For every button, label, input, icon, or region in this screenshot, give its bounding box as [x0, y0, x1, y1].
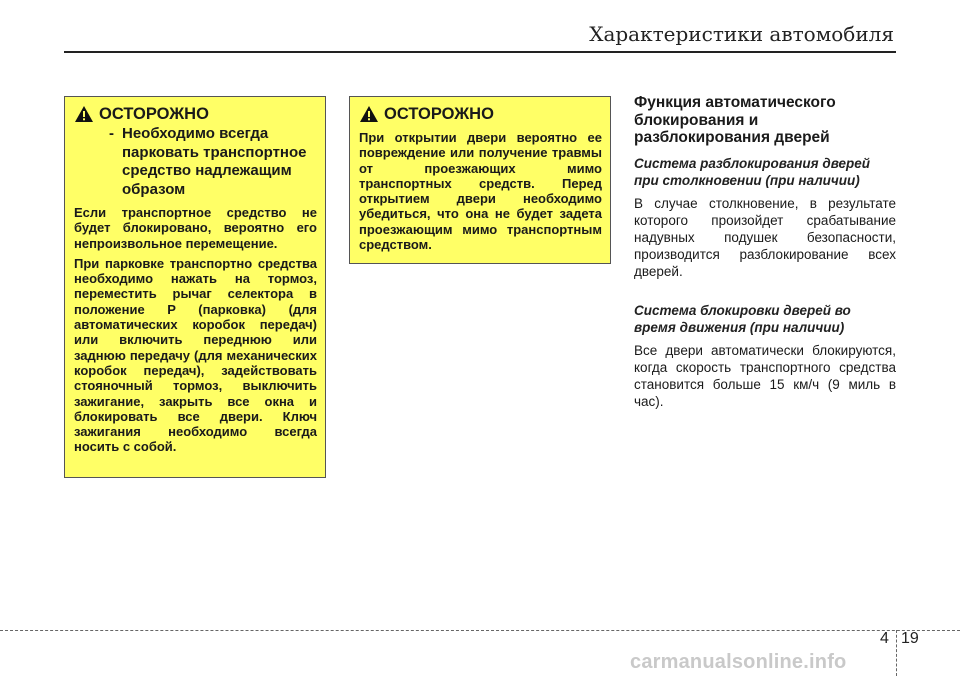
warning-header [74, 105, 317, 123]
warning-title: ОСТОРОЖНО [99, 105, 209, 123]
warning-box-parking [64, 96, 326, 478]
page-number: 19 [901, 630, 919, 647]
footer-page-divider [896, 630, 897, 676]
chapter-number: 4 [880, 630, 889, 647]
footer-dashed-line [0, 630, 960, 631]
warning-triangle-icon [359, 105, 379, 123]
subheading-dash: - [109, 125, 114, 142]
warning-paragraph-2: При парковке транспортно средства необходимо нажать на тормоз, переместить рычаг селектора в положение P (парковка) (для автоматических коробок передач) или включить переднюю или заднюю передачу (для механических коробок передач), задействовать стояночный тормоз, выключить зажигание, закрыть все окна и блокировать все двери. Ключ зажигания необходимо всегда носить с собой. [74, 255, 317, 455]
subheading-text: Необходимо всегда парковать транспортное средство надлежащим образом [122, 125, 307, 198]
warning-paragraph: При открытии двери вероятно ее повреждение или получение травмы от проезжающих мимо транспортных средств. Перед открытием двери необходимо убедиться, что она не будет задета проезжающим мимо транспортным средством. [359, 130, 602, 253]
warning-box-door-opening [349, 96, 611, 264]
warning-subheading [74, 125, 317, 199]
subsection-text-crash-unlock: В случае столкновение, в результате которого произойдет срабатывание надувных подушек безопасности, производится разблокирование всех дверей. [634, 195, 896, 279]
auto-lock-section [634, 94, 896, 432]
header-divider [64, 51, 896, 53]
warning-header [359, 105, 602, 123]
warning-title: ОСТОРОЖНО [384, 105, 494, 123]
watermark: carmanualsonline.info [630, 651, 847, 673]
subsection-text-speed-lock: Все двери автоматически блокируются, когда скорость транспортного средства становится больше 15 км/ч (9 миль в час). [634, 342, 896, 409]
subsection-heading-crash-unlock: Система разблокирования дверей при столкновении (при наличии) [634, 155, 871, 188]
subsection-heading-speed-lock: Система блокировки дверей во время движения (при наличии) [634, 302, 851, 335]
page-header-title: Характеристики автомобиля [589, 22, 894, 46]
warning-paragraph-1: Если транспортное средство не будет блокировано, вероятно его непроизвольное перемещение. [74, 205, 317, 251]
warning-triangle-icon [74, 105, 94, 123]
section-heading: Функция автоматического блокирования и разблокирования дверей [634, 94, 836, 146]
